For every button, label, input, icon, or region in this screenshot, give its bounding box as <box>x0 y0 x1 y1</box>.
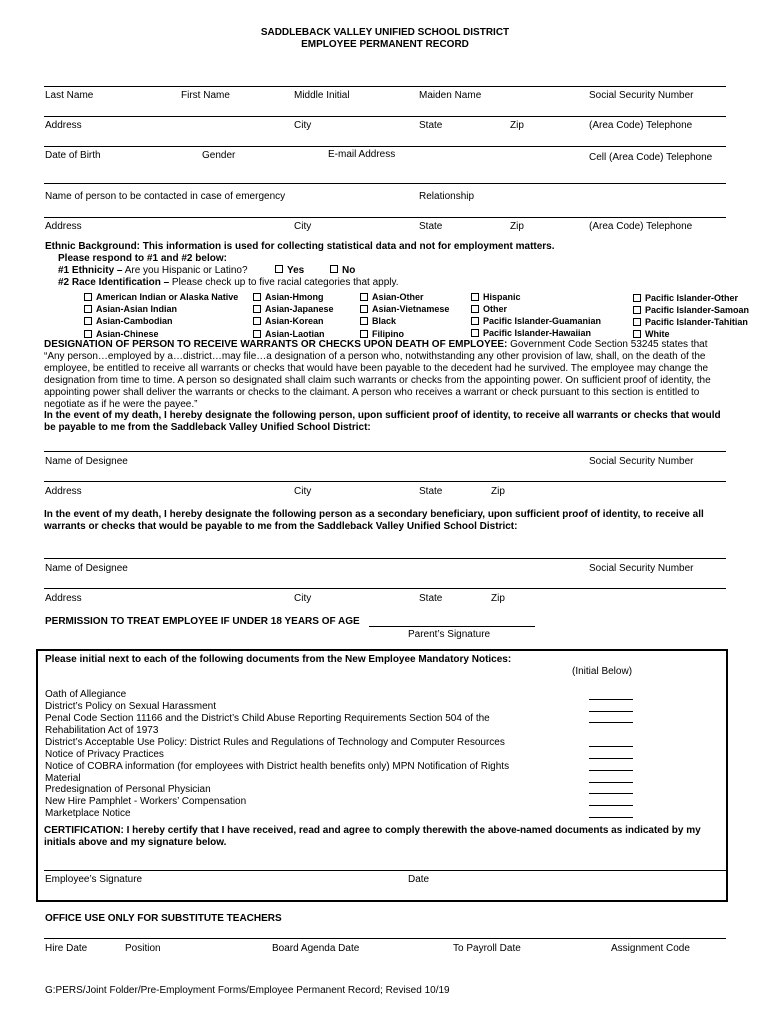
designee-name-label: Name of Designee <box>45 456 128 467</box>
race-option[interactable]: Filipino <box>360 328 404 340</box>
notice-item: New Hire Pamphlet - Workers’ Compensation <box>45 796 247 807</box>
race-option[interactable]: Asian-Korean <box>253 315 324 327</box>
checkbox-icon[interactable] <box>471 305 479 313</box>
ethnic-respond: Please respond to #1 and #2 below: <box>58 253 227 264</box>
initial-line[interactable] <box>589 699 633 700</box>
race-option[interactable]: Asian-Asian Indian <box>84 303 177 315</box>
notice-item: District’s Policy on Sexual Harassment <box>45 701 216 712</box>
race-option[interactable]: Hispanic <box>471 291 521 303</box>
race-option[interactable]: Other <box>471 303 507 315</box>
telephone-label: (Area Code) Telephone <box>589 120 693 131</box>
mandatory-notices-box <box>36 649 728 902</box>
signature-date-label: Date <box>408 874 430 885</box>
checkbox-icon[interactable] <box>360 317 368 325</box>
checkbox-icon[interactable] <box>471 317 479 325</box>
designation-lead: Government Code Section 53245 states that <box>507 339 708 350</box>
field-line[interactable] <box>44 146 726 147</box>
designee-address-label: Address <box>45 486 82 497</box>
address-label: Address <box>45 120 82 131</box>
designee-state-label: State <box>419 486 443 497</box>
designee-name-label: Name of Designee <box>45 563 128 574</box>
initial-line[interactable] <box>589 817 633 818</box>
dob-label: Date of Birth <box>45 150 101 161</box>
cell-label: Cell (Area Code) Telephone <box>589 152 713 163</box>
employee-signature-line[interactable] <box>44 870 726 871</box>
notice-item: Marketplace Notice <box>45 808 131 819</box>
designee-city-label: City <box>294 486 312 497</box>
initial-line[interactable] <box>589 722 633 723</box>
checkbox-icon[interactable] <box>275 265 283 273</box>
designee-ssn-label: Social Security Number <box>589 563 694 574</box>
initial-below-label: (Initial Below) <box>572 666 633 677</box>
footer-path: G:PERS/Joint Folder/Pre-Employment Forms/Employee Permanent Record; Revised 10/19 <box>45 985 450 996</box>
telephone-label: (Area Code) Telephone <box>589 221 693 232</box>
checkbox-icon[interactable] <box>360 293 368 301</box>
race-question <box>58 277 399 289</box>
notice-item: Material <box>45 773 81 784</box>
race-option[interactable]: Asian-Laotian <box>253 328 325 340</box>
race-option[interactable]: Pacific Islander-Hawaiian <box>471 327 591 339</box>
field-line[interactable] <box>44 183 726 184</box>
primary-designation-text: In the event of my death, I hereby designate the following person, upon sufficient proof of identity, to receive all warrants or checks that would be payable to me from the Saddleback Valley Unified School District: <box>44 410 721 433</box>
checkbox-icon[interactable] <box>84 317 92 325</box>
notice-item: Oath of Allegiance <box>45 689 127 700</box>
permission-text: PERMISSION TO TREAT EMPLOYEE IF UNDER 18 YEARS OF AGE <box>45 616 360 627</box>
address-label: Address <box>45 221 82 232</box>
checkbox-icon[interactable] <box>84 330 92 338</box>
checkbox-icon[interactable] <box>360 305 368 313</box>
designee-ssn-label: Social Security Number <box>589 456 694 467</box>
ethnic-intro: Ethnic Background: This information is used for collecting statistical data and not for employment matters. <box>45 241 555 252</box>
state-label: State <box>419 221 443 232</box>
record-title: EMPLOYEE PERMANENT RECORD <box>301 39 469 50</box>
last-name-label: Last Name <box>45 90 94 101</box>
race-option[interactable]: Asian-Japanese <box>253 303 334 315</box>
designee-zip-label: Zip <box>491 486 505 497</box>
parent-signature-line[interactable] <box>369 626 535 627</box>
race-option[interactable]: Asian-Cambodian <box>84 315 173 327</box>
race-option[interactable]: Asian-Vietnamese <box>360 303 449 315</box>
email-label: E-mail Address <box>328 149 396 160</box>
zip-label: Zip <box>510 221 524 232</box>
race-option[interactable]: White <box>633 328 670 340</box>
initial-line[interactable] <box>589 782 633 783</box>
designee-state-label: State <box>419 593 443 604</box>
gender-label: Gender <box>202 150 236 161</box>
checkbox-icon[interactable] <box>633 318 641 326</box>
certification-text: CERTIFICATION: I hereby certify that I have received, read and agree to comply therewith the above-named documents as indicated by my initials above and my signature below. <box>44 825 701 848</box>
race-option[interactable]: Pacific Islander-Other <box>633 292 738 304</box>
checkbox-icon[interactable] <box>253 305 261 313</box>
field-line[interactable] <box>44 116 726 117</box>
initial-line[interactable] <box>589 805 633 806</box>
field-line[interactable] <box>44 938 726 939</box>
district-title: SADDLEBACK VALLEY UNIFIED SCHOOL DISTRICT <box>260 27 510 38</box>
parent-signature-label: Parent’s Signature <box>408 629 491 640</box>
ssn-label: Social Security Number <box>589 90 694 101</box>
employee-signature-label: Employee’s Signature <box>45 874 143 885</box>
secondary-designation-text: In the event of my death, I hereby designate the following person as a secondary beneficiary, upon sufficient proof of identity, to receive all warrants or checks that would be payable to me from the Saddleback Valley Unified School District: <box>44 509 704 532</box>
designation-paragraph <box>44 339 728 411</box>
notice-item: Predesignation of Personal Physician <box>45 784 211 795</box>
emergency-contact-label: Name of person to be contacted in case of emergency <box>45 191 286 202</box>
checkbox-icon[interactable] <box>471 329 479 337</box>
designee-address-label: Address <box>45 593 82 604</box>
checkbox-icon[interactable] <box>253 317 261 325</box>
ethnicity-question <box>58 265 248 277</box>
race-text: Please check up to five racial categories that apply. <box>169 277 399 288</box>
checkbox-icon[interactable] <box>253 330 261 338</box>
notice-item: Notice of COBRA information (for employees with District health benefits only) MPN Notification of Rights <box>45 761 510 772</box>
field-line[interactable] <box>44 481 726 482</box>
initial-line[interactable] <box>589 770 633 771</box>
notice-item: Notice of Privacy Practices <box>45 749 164 760</box>
race-label: #2 Race Identification – <box>58 277 170 288</box>
hire-date-label: Hire Date <box>45 943 88 954</box>
zip-label: Zip <box>510 120 524 131</box>
field-line[interactable] <box>44 86 726 87</box>
no-option[interactable]: No <box>330 265 355 277</box>
field-line[interactable] <box>44 217 726 218</box>
yes-option[interactable]: Yes <box>275 265 304 277</box>
office-use-heading: OFFICE USE ONLY FOR SUBSTITUTE TEACHERS <box>45 913 282 924</box>
middle-initial-label: Middle Initial <box>294 90 350 101</box>
checkbox-icon[interactable] <box>633 294 641 302</box>
initial-line[interactable] <box>589 711 633 712</box>
notice-item: Rehabilitation Act of 1973 <box>45 725 159 736</box>
checkbox-icon[interactable] <box>84 293 92 301</box>
checkbox-icon[interactable] <box>633 306 641 314</box>
race-option[interactable]: Asian-Chinese <box>84 328 159 340</box>
notice-item: District’s Acceptable Use Policy: District Rules and Regulations of Technology and Computer Resources <box>45 737 505 748</box>
city-label: City <box>294 221 312 232</box>
designee-city-label: City <box>294 593 312 604</box>
ethnicity-text: Are you Hispanic or Latino? <box>122 265 248 276</box>
race-option[interactable]: Asian-Other <box>360 291 424 303</box>
state-label: State <box>419 120 443 131</box>
city-label: City <box>294 120 312 131</box>
ethnicity-label: #1 Ethnicity – <box>58 265 123 276</box>
race-option[interactable]: Pacific Islander-Tahitian <box>633 316 748 328</box>
checkbox-icon[interactable] <box>633 330 641 338</box>
checkbox-icon[interactable] <box>360 330 368 338</box>
initial-line[interactable] <box>589 793 633 794</box>
checkbox-icon[interactable] <box>471 293 479 301</box>
notices-heading: Please initial next to each of the following documents from the New Employee Mandatory Notices: <box>45 654 512 665</box>
notice-item: Penal Code Section 11166 and the District’s Child Abuse Reporting Requirements Section 504 of the <box>45 713 490 724</box>
payroll-date-label: To Payroll Date <box>453 943 521 954</box>
position-label: Position <box>125 943 161 954</box>
field-line[interactable] <box>44 588 726 589</box>
assignment-code-label: Assignment Code <box>611 943 690 954</box>
race-option[interactable]: Pacific Islander-Guamanian <box>471 315 601 327</box>
maiden-name-label: Maiden Name <box>419 90 482 101</box>
checkbox-icon[interactable] <box>84 305 92 313</box>
race-option[interactable]: Asian-Hmong <box>253 291 324 303</box>
field-line[interactable] <box>44 451 726 452</box>
checkbox-icon[interactable] <box>330 265 338 273</box>
designee-zip-label: Zip <box>491 593 505 604</box>
race-option[interactable]: American Indian or Alaska Native <box>84 291 238 303</box>
initial-line[interactable] <box>589 758 633 759</box>
checkbox-icon[interactable] <box>253 293 261 301</box>
initial-line[interactable] <box>589 746 633 747</box>
board-agenda-date-label: Board Agenda Date <box>272 943 360 954</box>
designation-body: “Any person…employed by a…district…may file…a designation of a person who, notwithstanding any other provision of law, shall, on the death of the employee, be entitled to receive all warrants or checks that would have been payable to the decedent had he survived. The employee may change the designation from time to time. A person so designated shall claim such warrants or checks from the appointing power. On sufficient proof of identity, the appointing power shall deliver the warrants or checks to the claimant. A person who receives a warrant or check pursuant to this section is entitled to negotiate as if he were the payee.” <box>44 351 711 410</box>
race-option[interactable]: Black <box>360 315 396 327</box>
race-option[interactable]: Pacific Islander-Samoan <box>633 304 749 316</box>
relationship-label: Relationship <box>419 191 475 202</box>
field-line[interactable] <box>44 558 726 559</box>
first-name-label: First Name <box>181 90 230 101</box>
designation-heading: DESIGNATION OF PERSON TO RECEIVE WARRANTS OR CHECKS UPON DEATH OF EMPLOYEE: <box>44 339 508 350</box>
